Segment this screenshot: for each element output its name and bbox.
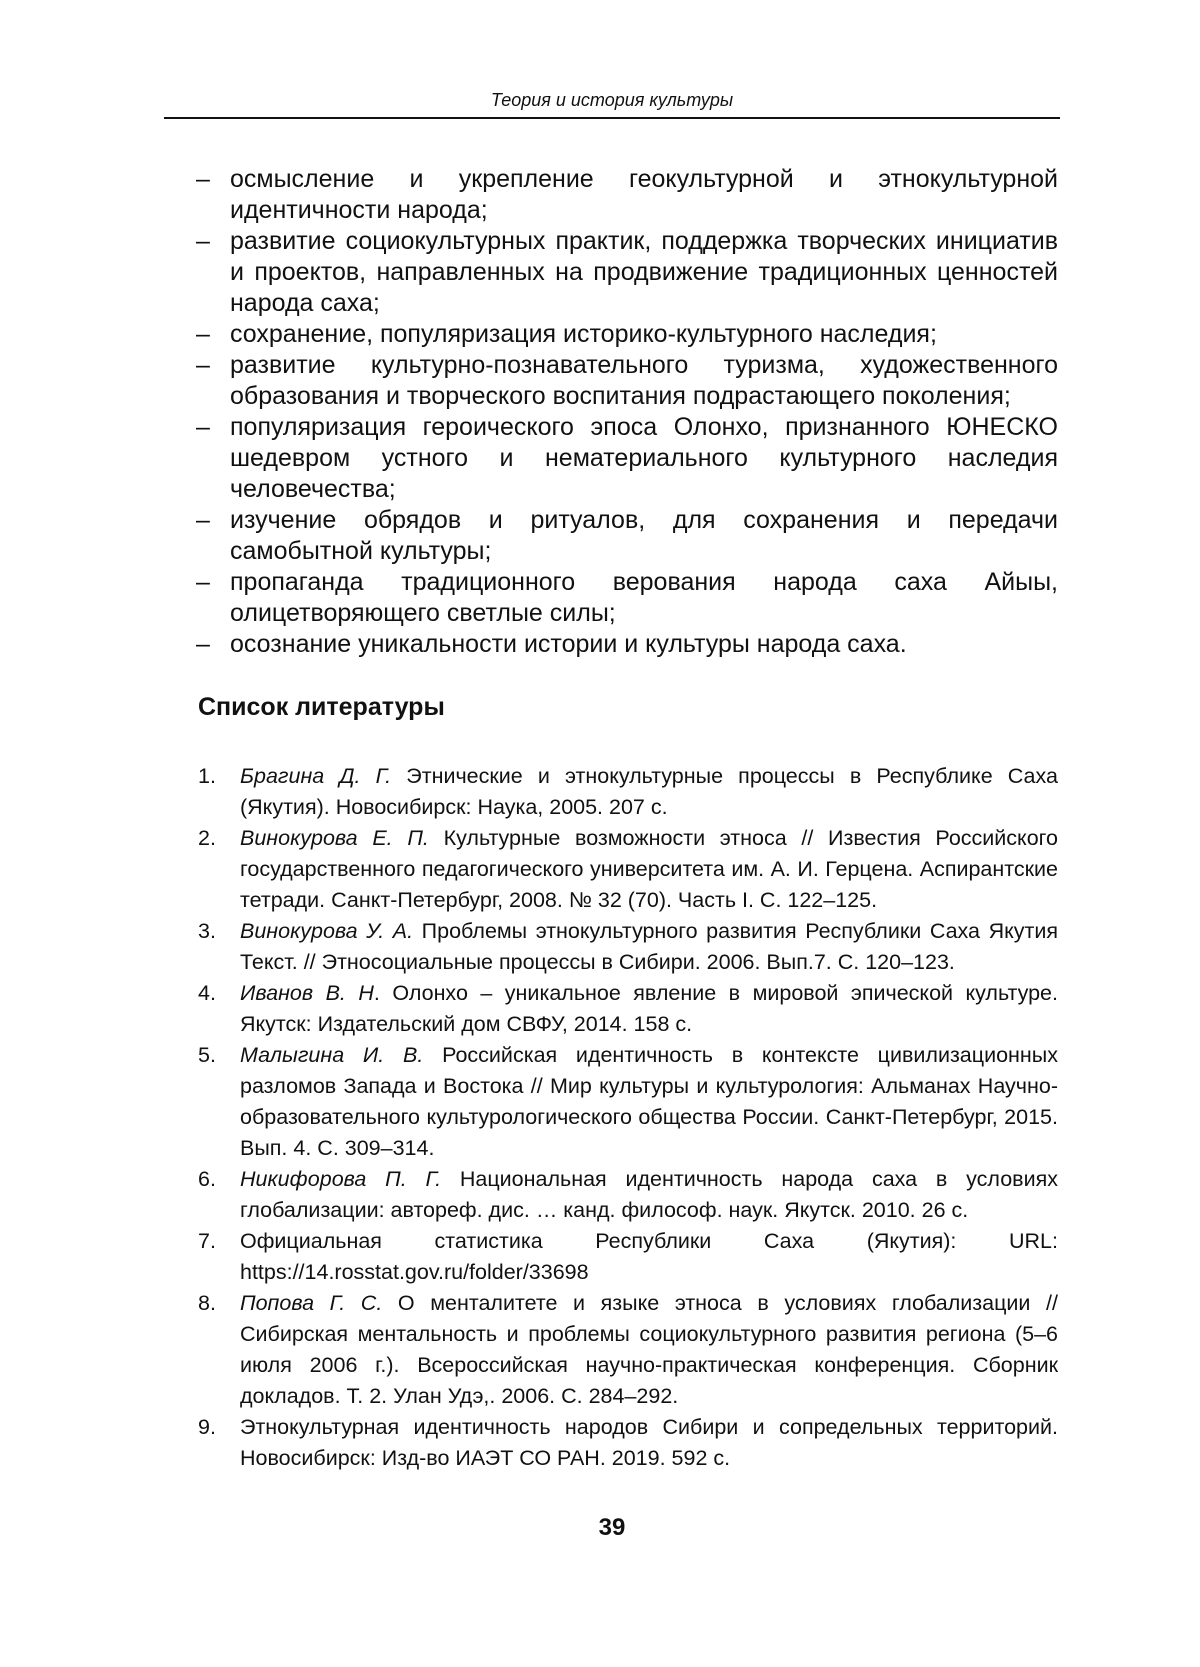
list-item bbox=[196, 226, 1058, 319]
reference-list bbox=[198, 761, 1058, 1474]
bullet-list bbox=[196, 164, 1058, 660]
reference-number: 3. bbox=[198, 919, 216, 943]
reference-text: Культурные возможности этноса // Известия Российского государственного педагогического университета им. А. И. Герцена. Аспирантские тетради. Санкт-Петербург, 2008. № 32 (70). Часть I. С. 122–125. bbox=[240, 826, 1058, 912]
reference-item bbox=[198, 1040, 1058, 1164]
reference-text: Российская идентичность в контексте цивилизационных разломов Запада и Востока // Мир культуры и культурология: Альманах Научно-образовательного культурологического общества России. Санкт-Петербург, 2015. Вып. 4. С. 309–314. bbox=[240, 1043, 1058, 1160]
bullet-dash: – bbox=[196, 568, 210, 596]
bullet-text: осознание уникальности истории и культуры народа саха. bbox=[230, 630, 907, 658]
reference-number: 4. bbox=[198, 981, 216, 1005]
reference-item bbox=[198, 761, 1058, 823]
reference-item bbox=[198, 823, 1058, 916]
reference-item bbox=[198, 1412, 1058, 1474]
reference-number: 8. bbox=[198, 1291, 216, 1315]
header-rule bbox=[164, 117, 1060, 119]
bullet-dash: – bbox=[196, 165, 210, 193]
bullet-text: сохранение, популяризация историко-культурного наследия; bbox=[230, 320, 937, 348]
reference-author: Никифорова П. Г. bbox=[240, 1167, 442, 1191]
reference-text: Национальная идентичность народа саха в условиях глобализации: автореф. дис. … канд. философ. наук. Якутск. 2010. 26 с. bbox=[240, 1167, 1058, 1222]
bullet-text: развитие культурно-познавательного туризма, художественного образования и творческого воспитания подрастающего поколения; bbox=[230, 351, 1058, 410]
reference-text: Проблемы этнокультурного развития Республики Саха Якутия Текст. // Этносоциальные процессы в Сибири. 2006. Вып.7. С. 120–123. bbox=[240, 919, 1059, 974]
reference-number: 7. bbox=[198, 1229, 216, 1253]
reference-item bbox=[198, 978, 1058, 1040]
reference-author: Иванов В. Н bbox=[240, 981, 374, 1005]
reference-author: Брагина Д. Г. bbox=[240, 764, 392, 788]
reference-number: 1. bbox=[198, 764, 216, 788]
reference-number: 2. bbox=[198, 826, 216, 850]
list-item bbox=[196, 505, 1058, 567]
bullet-text: изучение обрядов и ритуалов, для сохранения и передачи самобытной культуры; bbox=[230, 506, 1058, 565]
reference-number: 5. bbox=[198, 1043, 216, 1067]
bullet-text: популяризация героического эпоса Олонхо, признанного ЮНЕСКО шедевром устного и нематериального культурного наследия человечества; bbox=[230, 413, 1058, 503]
list-item bbox=[196, 164, 1058, 226]
reference-author: Винокурова У. А. bbox=[240, 919, 414, 943]
reference-item bbox=[198, 1288, 1058, 1412]
bullet-text: пропаганда традиционного верования народа саха Айыы, олицетворяющего светлые силы; bbox=[230, 568, 1058, 627]
reference-author: Винокурова Е. П. bbox=[240, 826, 429, 850]
reference-text: Этнокультурная идентичность народов Сибири и сопредельных территорий. Новосибирск: Изд-во ИАЭТ СО РАН. 2019. 592 с. bbox=[240, 1415, 1058, 1470]
bullet-dash: – bbox=[196, 630, 210, 658]
list-item bbox=[196, 412, 1058, 505]
bullet-dash: – bbox=[196, 351, 210, 379]
reference-text: . Олонхо – уникальное явление в мировой эпической культуре. Якутск: Издательский дом СВФУ, 2014. 158 с. bbox=[240, 981, 1058, 1036]
reference-text: О менталитете и языке этноса в условиях глобализации // Сибирская ментальность и проблемы социокультурного развития региона (5–6 июля 2006 г.). Всероссийская научно-практическая конференция. Сборник докладов. Т. 2. Улан Удэ,. 2006. С. 284–292. bbox=[240, 1291, 1058, 1408]
reference-text: Официальная статистика Республики Саха (Якутия): URL: https://14.rosstat.gov.ru/folder/33698 bbox=[240, 1229, 1058, 1284]
bullet-dash: – bbox=[196, 320, 210, 348]
list-item bbox=[196, 350, 1058, 412]
reference-number: 9. bbox=[198, 1415, 216, 1439]
reference-text: Этнические и этнокультурные процессы в Республике Саха (Якутия). Новосибирск: Наука, 2005. 207 с. bbox=[240, 764, 1058, 819]
bullet-dash: – bbox=[196, 227, 210, 255]
section-title: Список литературы bbox=[198, 693, 445, 721]
bullet-text: осмысление и укрепление геокультурной и этнокультурной идентичности народа; bbox=[230, 165, 1058, 224]
reference-item bbox=[198, 1164, 1058, 1226]
reference-item bbox=[198, 916, 1058, 978]
list-item bbox=[196, 629, 1058, 660]
bullet-text: развитие социокультурных практик, поддержка творческих инициатив и проектов, направленных на продвижение традиционных ценностей народа саха; bbox=[230, 227, 1058, 317]
list-item bbox=[196, 567, 1058, 629]
reference-author: Малыгина И. В. bbox=[240, 1043, 424, 1067]
bullet-dash: – bbox=[196, 506, 210, 534]
reference-number: 6. bbox=[198, 1167, 216, 1191]
running-header: Теория и история культуры bbox=[490, 90, 734, 110]
bullet-dash: – bbox=[196, 413, 210, 441]
page-number: 39 bbox=[598, 1514, 626, 1541]
list-item bbox=[196, 319, 1058, 350]
reference-author: Попова Г. С. bbox=[240, 1291, 383, 1315]
reference-item bbox=[198, 1226, 1058, 1288]
